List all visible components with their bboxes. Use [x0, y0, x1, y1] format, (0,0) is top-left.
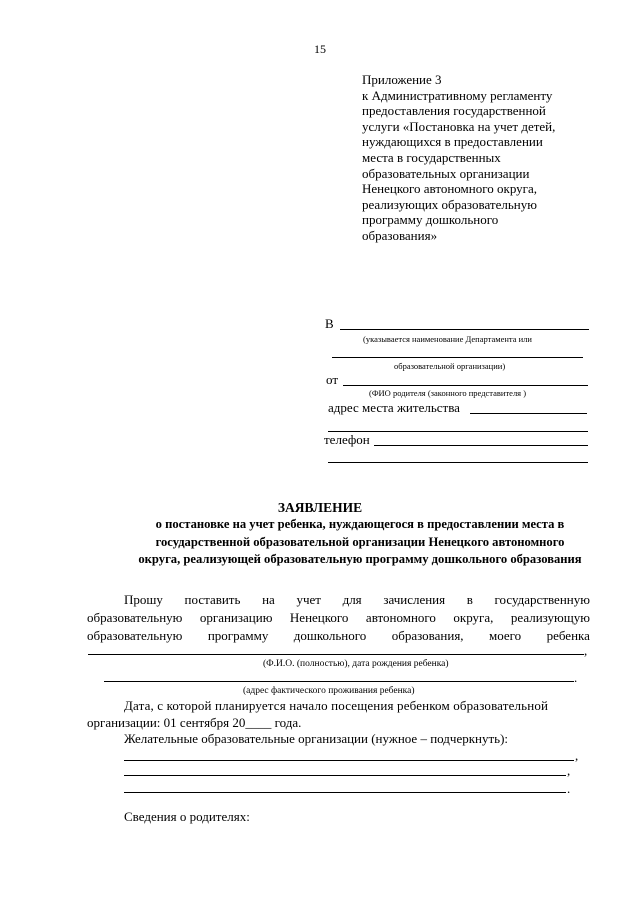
address-field-line[interactable]: [470, 413, 587, 414]
word: на: [262, 592, 275, 607]
to-field-line[interactable]: [340, 329, 589, 330]
subtitle-line: о постановке на учет ребенка, нуждающегося в предоставлении места в: [155, 517, 565, 531]
word: для: [342, 592, 362, 607]
word: поставить: [184, 592, 241, 607]
orgs-label: Желательные образовательные организации (нужное – подчеркнуть):: [124, 731, 509, 746]
word: ребенка: [546, 628, 590, 643]
word: автономного: [365, 610, 436, 625]
to-hint-1: (указывается наименование Департамента или: [363, 334, 532, 344]
from-label: от: [326, 372, 339, 387]
paragraph-line-1: [124, 592, 590, 608]
appendix-block: [362, 72, 612, 244]
paragraph-line-2: [87, 610, 590, 626]
parents-label: Сведения о родителях:: [124, 809, 250, 824]
from-field-line[interactable]: [343, 385, 588, 386]
date-line-1: [124, 698, 590, 714]
appendix-line: Приложение 3: [362, 72, 442, 87]
to-field-line-2[interactable]: [332, 357, 583, 358]
org-punct-3: .: [567, 781, 571, 796]
appendix-line: реализующих образовательную: [362, 196, 537, 212]
page-number: 15: [314, 42, 326, 56]
extra-field-line[interactable]: [328, 462, 588, 463]
date-line-1-text: Дата, с которой планируется начало посещения ребенком образовательной: [124, 698, 549, 713]
appendix-line: предоставления государственной: [362, 103, 546, 119]
subtitle-line: государственной образовательной организации Ненецкого автономного: [155, 534, 565, 549]
appendix-line: услуги «Постановка на учет детей,: [362, 118, 556, 134]
appendix-line: места в государственных: [362, 149, 501, 165]
org-field-line-1[interactable]: [124, 760, 574, 761]
phone-field-line[interactable]: [374, 445, 588, 446]
org-punct-2: ,: [567, 763, 571, 778]
appendix-line: Ненецкого автономного округа,: [362, 181, 537, 197]
statement-subtitle: [100, 516, 620, 569]
word: в: [466, 592, 473, 607]
appendix-line: программу дошкольного: [362, 212, 499, 228]
statement-title: ЗАЯВЛЕНИЕ: [277, 500, 363, 515]
phone-label: телефон: [324, 432, 370, 447]
org-punct-1: ,: [575, 748, 579, 763]
word: образовательную: [87, 628, 183, 643]
child-address-field-line[interactable]: [104, 681, 574, 682]
word: Ненецкого: [289, 610, 349, 625]
address-label: адрес места жительства: [328, 400, 460, 415]
word: организацию: [199, 610, 273, 625]
to-label: В: [325, 316, 334, 331]
child-comma: ,: [584, 643, 588, 658]
paragraph-line-3: [87, 628, 590, 644]
org-field-line-2[interactable]: [124, 775, 566, 776]
subtitle-line: округа, реализующей образовательную программу дошкольного образования: [138, 552, 582, 566]
from-hint: (ФИО родителя (законного представителя ): [369, 388, 527, 398]
to-hint-2: образовательной организации): [394, 361, 506, 371]
word: округа,: [453, 610, 494, 625]
appendix-line: образовательных организации: [362, 165, 530, 181]
word: учет: [296, 592, 321, 607]
word: зачисления: [383, 592, 446, 607]
child-name-field-line[interactable]: [88, 654, 584, 655]
word: программу: [207, 628, 269, 643]
address-hint: (адрес фактического проживания ребенка): [243, 686, 415, 696]
word: образовательную: [87, 610, 183, 625]
date-line-2: организации: 01 сентября 20____ года.: [87, 715, 302, 730]
address-dot: .: [574, 670, 578, 685]
word: дошкольного: [293, 628, 367, 643]
child-hint: (Ф.И.О. (полностью), дата рождения ребенка): [263, 659, 449, 669]
org-field-line-3[interactable]: [124, 792, 566, 793]
appendix-line: образования»: [362, 227, 438, 243]
word: государственную: [494, 592, 590, 607]
word: образования,: [391, 628, 464, 643]
word: Прошу: [124, 592, 163, 607]
appendix-line: к Административному регламенту: [362, 87, 553, 103]
word: моего: [488, 628, 522, 643]
word: реализующую: [510, 610, 590, 625]
appendix-line: нуждающихся в предоставлении: [362, 134, 543, 150]
